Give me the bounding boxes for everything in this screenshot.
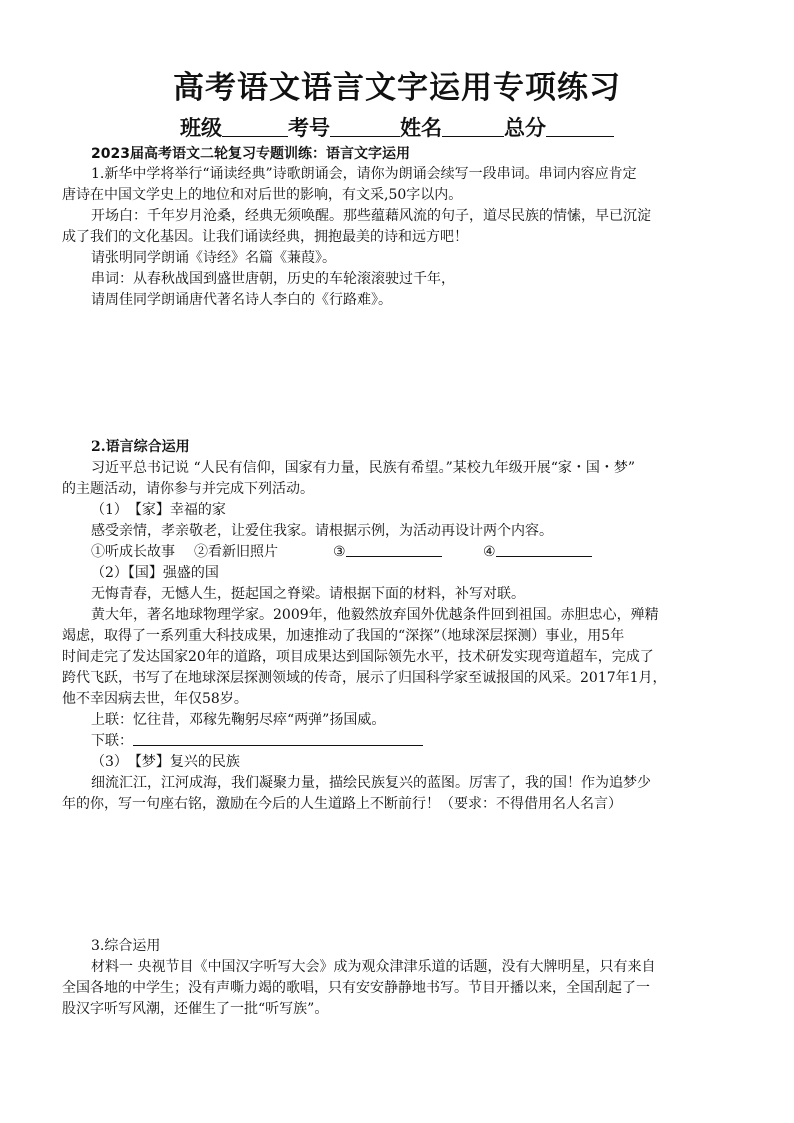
name-label: 姓名 bbox=[400, 116, 442, 140]
q3-heading: 3.综合运用 bbox=[91, 938, 161, 954]
q2-part1-item: ①听成长故事 bbox=[91, 544, 175, 560]
q2-part2-heading: （2）【国】强盛的国 bbox=[91, 565, 219, 581]
q2-part1-item: ②看新旧照片 bbox=[194, 544, 278, 560]
score-label: 总分 bbox=[504, 116, 546, 140]
exam-no-label: 考号 bbox=[288, 116, 330, 140]
score-blank[interactable] bbox=[546, 116, 614, 137]
class-label: 班级 bbox=[180, 116, 222, 140]
student-info-line bbox=[0, 112, 794, 142]
q1-line: 成了我们的文化基因。让我们诵读经典，拥抱最美的诗和远方吧！ bbox=[62, 229, 468, 245]
q1-line: 唐诗在中国文学史上的地位和对后世的影响，有文采,50字以内。 bbox=[62, 187, 463, 203]
q2-material-line: 黄大年，著名地球物理学家。2009年，他毅然放弃国外优越条件回到祖国。赤胆忠心，殚精 bbox=[91, 607, 659, 623]
q2-part3-line: 细流汇江，江河成海，我们凝聚力量，描绘民族复兴的蓝图。厉害了，我的国！作为追梦少 bbox=[91, 775, 651, 791]
exam-no-blank[interactable] bbox=[330, 116, 400, 137]
q2-part1-item: ③ bbox=[333, 542, 442, 562]
q2-part1-text: 感受亲情，孝亲敬老，让爱住我家。请根据示例，为活动再设计两个内容。 bbox=[91, 523, 553, 539]
q1-line: 1.新华中学将举行“诵读经典”诗歌朗诵会，请你为朗诵会续写一段串词。串词内容应肯定 bbox=[91, 166, 637, 182]
page-title: 高考语文语言文字运用专项练习 bbox=[173, 70, 621, 106]
q2-material-line: 他不幸因病去世，年仅58岁。 bbox=[62, 691, 248, 707]
answer-blank[interactable] bbox=[496, 542, 592, 557]
q2-part3-heading: （3） 【梦】复兴的民族 bbox=[91, 754, 240, 770]
answer-blank[interactable] bbox=[133, 731, 423, 746]
q3-line: 全国各地的中学生；没有声嘶力竭的歌唱，只有安安静静地书写。节目开播以来，全国刮起了一 bbox=[62, 980, 650, 996]
answer-blank[interactable] bbox=[346, 542, 442, 557]
q1-line: 请张明同学朗诵《诗经》名篇《蒹葭》。 bbox=[91, 250, 336, 266]
q2-material-line: 竭虑，取得了一系列重大科技成果，加速推动了我国的“深探”（地球深层探测）事业，用5年 bbox=[62, 628, 625, 644]
q3-line: 股汉字听写风潮，还催生了一批“听写族”。 bbox=[62, 1001, 329, 1017]
q3-line: 材料一 央视节目《中国汉字听写大会》成为观众津津乐道的话题，没有大牌明星，只有来自 bbox=[91, 959, 656, 975]
couplet-lower: 下联： bbox=[91, 731, 423, 751]
q2-intro-line: 习近平总书记说 “人民有信仰，国家有力量，民族有希望。”某校九年级开展“家・国・梦” bbox=[91, 460, 636, 476]
name-blank[interactable] bbox=[442, 116, 504, 137]
q2-intro-line: 的主题活动，请你参与并完成下列活动。 bbox=[62, 481, 314, 497]
q2-material-line: 跨代飞跃，书写了在地球深层探测领域的传奇，展示了归国科学家至诚报国的风采。2017年1月， bbox=[62, 670, 667, 686]
class-blank[interactable] bbox=[222, 116, 288, 137]
q1-line: 串词：从春秋战国到盛世唐朝，历史的车轮滚滚驶过千年， bbox=[91, 271, 455, 287]
q1-line: 开场白：千年岁月沧桑，经典无须唤醒。那些蕴藉风流的句子，道尽民族的情愫，早已沉淀 bbox=[91, 208, 651, 224]
q2-part1-item: ④ bbox=[483, 542, 592, 562]
q1-line: 请周佳同学朗诵唐代著名诗人李白的《行路难》。 bbox=[91, 292, 392, 308]
q2-material-line: 时间走完了发达国家20年的道路，项目成果达到国际领先水平，技术研发实现弯道超车，完成了 bbox=[62, 649, 654, 665]
q2-heading: 2.语言综合运用 bbox=[91, 439, 190, 455]
couplet-upper: 上联：忆往昔，邓稼先鞠躬尽瘁“两弹”扬国威。 bbox=[91, 712, 386, 728]
q2-part1-heading: （1） 【家】幸福的家 bbox=[91, 502, 226, 518]
q2-part3-line: 年的你，写一句座右铭，激励在今后的人生道路上不断前行！（要求：不得借用名人名言） bbox=[62, 796, 622, 812]
subtitle: 2023届高考语文二轮复习专题训练：语言文字运用 bbox=[91, 146, 410, 162]
q2-part2-text: 无悔青春，无憾人生，挺起国之脊梁。请根据下面的材料，补写对联。 bbox=[91, 586, 525, 602]
